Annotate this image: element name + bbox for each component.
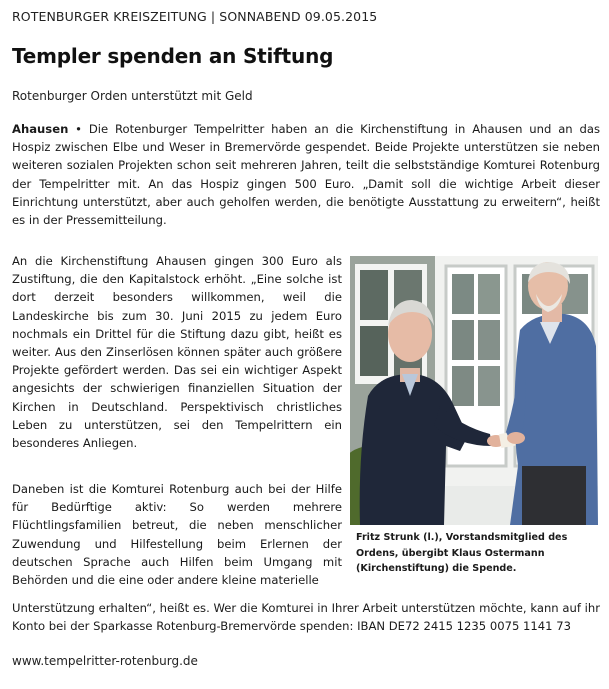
article-photo [350,256,598,525]
website-url: www.tempelritter-rotenburg.de [12,654,198,668]
paragraph-4: Unterstützung erhalten“, heißt es. Wer die Komturei in Ihrer Arbeit unterstützen möchte, kann auf ihr Konto bei der Sparkasse Rotenburg-Bremervörde spenden: IBAN DE72 2415 1235 0075 1141 73 [12,601,600,634]
photo-illustration [350,256,598,525]
paragraph-1-text: • Die Rotenburger Tempelritter haben an die Kirchenstiftung in Ahausen und an das Hospiz zwischen Elbe und Weser in Bremervörde gespendet. Beide Projekte unterstützen sie neben weiteren sozialen Projekten schon seit mehreren Jahren, teilt die selbstständige Komturei Rotenburg der Tempelritter mit. An das Hospiz gingen 500 Euro. „Damit soll die wichtige Arbeit dieser Einrichtung unterstützt, aber auch geholfen werden, die benötigte Ausstattung zu erweitern“, heißt es in der Pressemitteilung. [12,122,600,228]
subheadline: Rotenburger Orden unterstützt mit Geld [12,89,253,103]
paragraph-1 [12,120,600,229]
paragraph-2: An die Kirchenstiftung Ahausen gingen 300 Euro als Zustiftung, die den Kapitalstock erhöht. „Eine solche ist dort derzeit besonders willkommen, weil die Landeskirche bis zum 30. Juni 2015 zu jedem Euro nochmals ein Drittel für die Stiftung dazu gibt, heißt es weiter. Aus den Zinserlösen können später auch größere Projekte gefördert werden. Das sei ein wichtiger Aspekt angesichts der schwierigen finanziellen Situation der Kirchen in Deutschland. Perspektivisch christliches Leben zu unterstützen, sei den Tempelrittern ein besonderes Anliegen. [12,254,342,451]
paragraph-3: Daneben ist die Komturei Rotenburg auch bei der Hilfe für Bedürftige aktiv: So werden mehrere Flüchtlingsfamilien betreut, die neben menschlicher Zuwendung und Hilfestellung beim Erlernen der deutschen Sprache auch Hilfen beim Umgang mit Behörden und die eine oder andere kleine materielle [12,482,342,588]
headline: Templer spenden an Stiftung [12,44,334,68]
masthead: ROTENBURGER KREISZEITUNG | SONNABEND 09.05.2015 [12,9,378,24]
photo-caption: Fritz Strunk (l.), Vorstandsmitglied des Ordens, übergibt Klaus Ostermann (Kirchenstiftung) die Spende. [356,532,568,574]
dateline: Ahausen [12,122,69,136]
